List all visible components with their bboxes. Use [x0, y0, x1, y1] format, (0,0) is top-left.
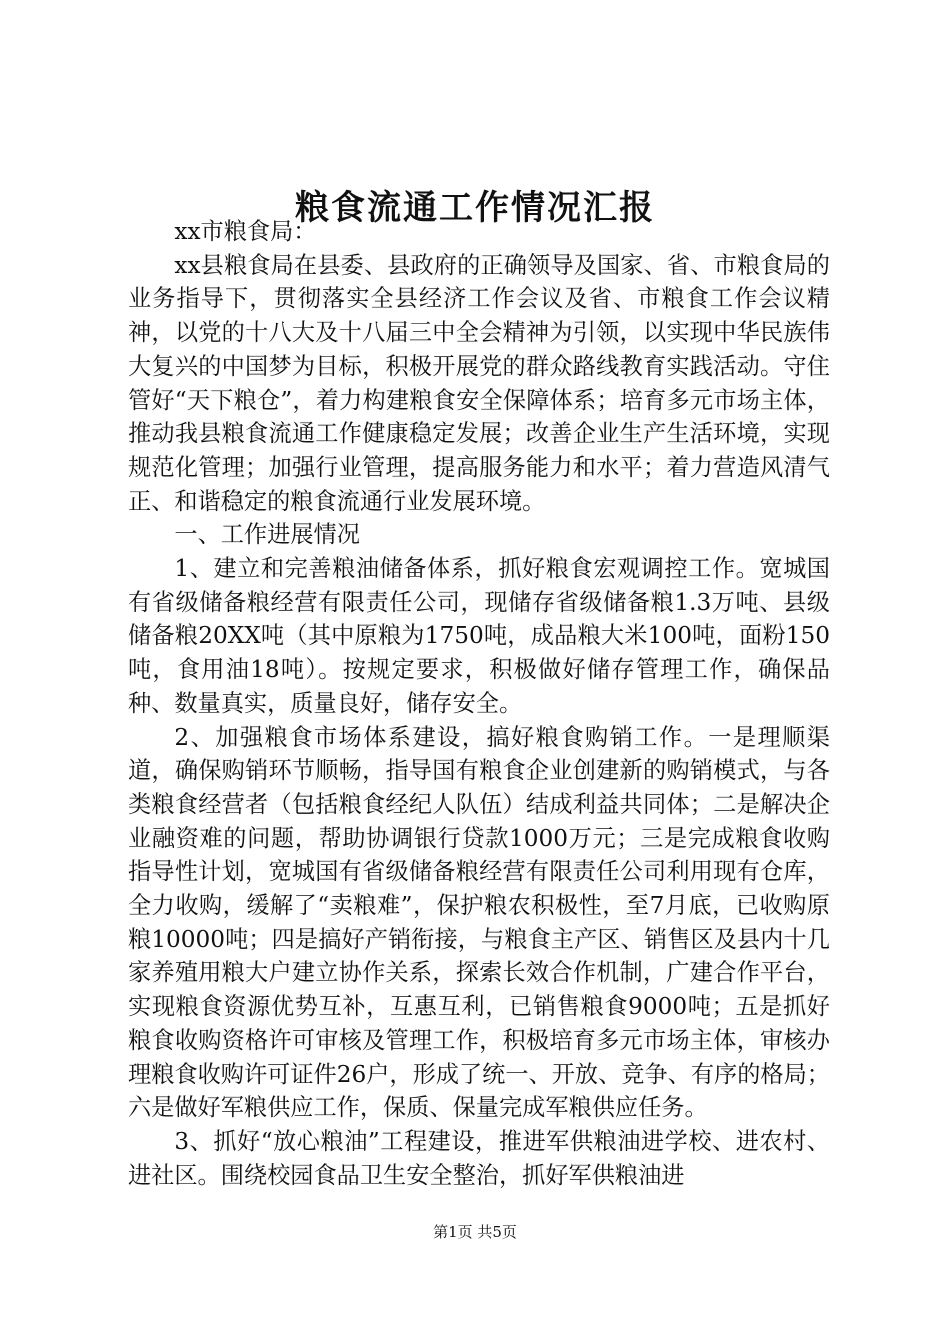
document-title: 粮食流通工作情况汇报 [295, 188, 655, 228]
document-body [128, 215, 830, 1192]
paragraph-intro: xx县粮食局在县委、县政府的正确领导及国家、省、市粮食局的业务指导下，贯彻落实全县经济工作会议及省、市粮食工作会议精神，以党的十八大及十八届三中全会精神为引领，以实现中华民族伟大复兴的中国梦为目标，积极开展党的群众路线教育实践活动。守住管好“天下粮仓”，着力构建粮食安全保障体系；培育多元市场主体，推动我县粮食流通工作健康稳定发展；改善企业生产生活环境，实现规范化管理；加强行业管理，提高服务能力和水平；着力营造风清气正、和谐稳定的粮食流通行业发展环境。 [128, 251, 830, 515]
page-footer: 第1页 共5页 [433, 1223, 517, 1241]
paragraph-item-1: 1、建立和完善粮油储备体系，抓好粮食宏观调控工作。宽城国有省级储备粮经营有限责任公司，现储存省级储备粮1.3万吨、县级储备粮20XX吨（其中原粮为1750吨，成品粮大米100吨，面粉150吨，食用油18吨）。按规定要求，积极做好储存管理工作，确保品种、数量真实，质量良好，储存安全。 [128, 555, 830, 717]
paragraph-item-2: 2、加强粮食市场体系建设，搞好粮食购销工作。一是理顺渠道，确保购销环节顺畅，指导国有粮食企业创建新的购销模式，与各类粮食经营者（包括粮食经纪人队伍）结成利益共同体；二是解决企业融资难的问题，帮助协调银行贷款1000万元；三是完成粮食收购指导性计划，宽城国有省级储备粮经营有限责任公司利用现有仓库，全力收购，缓解了“卖粮难”，保护粮农积极性，至7月底，已收购原粮10000吨；四是搞好产销衔接，与粮食主产区、销售区及县内十几家养殖用粮大户建立协作关系，探索长效合作机制，广建合作平台，实现粮食资源优势互补，互惠互利，已销售粮食9000吨；五是抓好粮食收购资格许可审核及管理工作，积极培育多元市场主体，审核办理粮食收购许可证件26户，形成了统一、开放、竞争、有序的格局；六是做好军粮供应工作，保质、保量完成军粮供应任务。 [128, 723, 830, 1122]
paragraph-item-3: 3、抓好“放心粮油”工程建设，推进军供粮油进学校、进农村、进社区。围绕校园食品卫生安全整治，抓好军供粮油进 [128, 1127, 830, 1189]
salutation: xx市粮食局： [174, 218, 317, 245]
section-heading: 一、工作进展情况 [174, 521, 360, 549]
